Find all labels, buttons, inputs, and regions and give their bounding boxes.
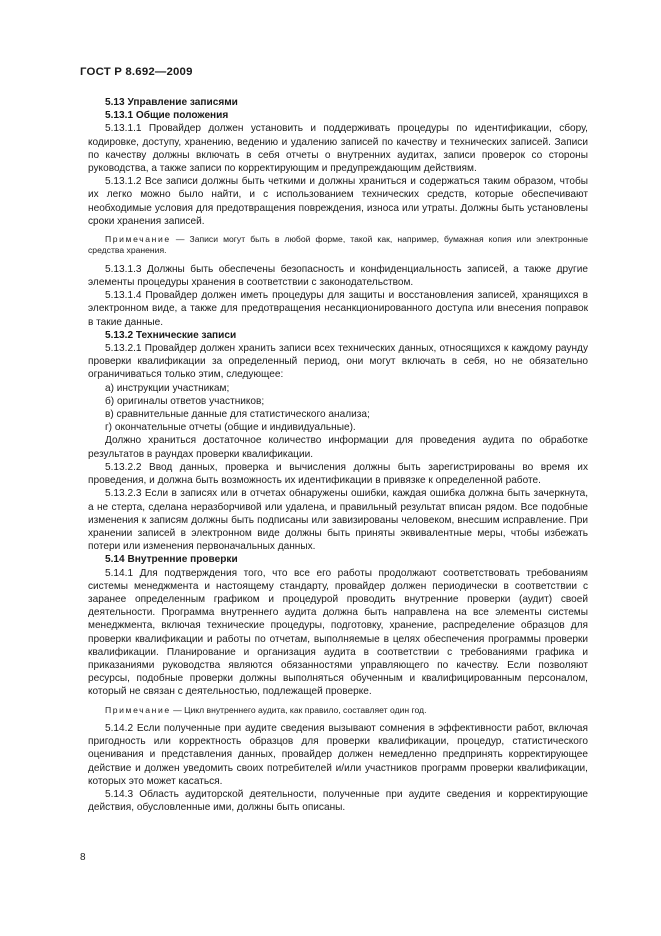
paragraph-5-14-2: 5.14.2 Если полученные при аудите сведения вызывают сомнения в эффективности работ, включая пригодность или корректность образцов для проверки квалификации, процедур, статистического оценивания и представления данных, провайдер должен немедленно предпринять корректирующее действие и должен уведомить своих потребителей и/или участников программ проверки квалификации, которых это может касаться.: [88, 722, 588, 787]
paragraph-5-13-2-3: 5.13.2.3 Если в записях или в отчетах обнаружены ошибки, каждая ошибка должна быть зачеркнута, а не стерта, сделана неразборчивой или удалена, и правильный результат вписан рядом. Все подобные изменения к записям должны быть подписаны или завизированы человеком, внесшим исправление. При хранении записей в электронном виде должны быть приняты эквивалентные меры, чтобы избежать потери или изменения первоначальных данных.: [88, 488, 588, 553]
note-1: [88, 234, 588, 257]
paragraph-5-13-2-1: 5.13.2.1 Провайдер должен хранить записи всех технических данных, относящихся к каждому раунду проверки квалификации за определенный период, они могут включать в себя, но не обязательно ограничиваться только этим, следующее:: [88, 343, 588, 381]
section-5-13-title: 5.13 Управление записями: [105, 97, 238, 108]
list-item: г) окончательные отчеты (общие и индивидуальные).: [105, 422, 356, 434]
section-5-13-1-title: 5.13.1 Общие положения: [105, 110, 229, 122]
document-body: [88, 95, 588, 814]
note-1-text: — Записи могут быть в любой форме, такой как, например, бумажная копия или электронные средства хранения.: [88, 234, 588, 256]
note-2-text: — Цикл внутреннего аудита, как правило, составляет один год.: [170, 704, 427, 715]
section-5-14-title: 5.14 Внутренние проверки: [105, 554, 238, 566]
note-1-label: Примечание: [105, 234, 171, 245]
paragraph-5-13-2-after-list: Должно храниться достаточное количество информации для проведения аудита по обработке результатов в раундах проверки квалификации.: [88, 435, 588, 460]
paragraph-5-14-1: 5.14.1 Для подтверждения того, что все его работы продолжают соответствовать требованиям системы менеджмента и настоящему стандарту, провайдер должен периодически в соответствии с заранее определенным графиком и процедурой проводить внутренние проверки (аудит) своей деятельности. Программа внутреннего аудита должна быть направлена на все элементы системы менеджмента, включая технические процедуры, подготовку, хранение, распределение образцов для проверки квалификации и работы по отчетам, выполняемые в целях обеспечения программы проверки квалификации. Планирование и организация аудита в соответствии с требованиями графика и приказаниями руководства являются обязанностями управляющего по качеству. Если позволяют ресурсы, подобные проверки должны выполняться обученным и квалифицированным персоналом, который не связан с деятельностью, подлежащей проверке.: [88, 567, 588, 698]
note-2-label: Примечание: [105, 704, 171, 715]
list-item: б) оригиналы ответов участников;: [105, 395, 265, 407]
list-item: а) инструкции участникам;: [105, 382, 230, 394]
paragraph-5-13-1-1: 5.13.1.1 Провайдер должен установить и поддерживать процедуры по идентификации, сбору, кодировке, доступу, хранению, ведению и удалению записей по качеству и технических записей. Записи по качеству должны включать в себя отчеты о внутренних аудитах, записи проверок со стороны руководства, а также записи по корректирующим и предупреждающим действиям.: [88, 123, 588, 175]
paragraph-5-13-1-4: 5.13.1.4 Провайдер должен иметь процедуры для защиты и восстановления записей, хранящихся в электронном виде, а также для предотвращения несанкционированного доступа или внесения поправок в такие данные.: [88, 290, 588, 328]
section-5-13-2-title: 5.13.2 Технические записи: [105, 329, 237, 341]
note-2: [88, 705, 588, 716]
paragraph-5-13-1-3: 5.13.1.3 Должны быть обеспечены безопасность и конфиденциальность записей, а также другие элементы процедуры хранения в соответствии с законодательством.: [88, 263, 588, 289]
paragraph-5-13-2-2: 5.13.2.2 Ввод данных, проверка и вычисления должны быть зарегистрированы во время их проведения, и должна быть возможность их идентификации в привязке к определенной работе.: [88, 461, 588, 487]
paragraph-5-13-1-2: 5.13.1.2 Все записи должны быть четкими и должны храниться и содержаться таким образом, чтобы их легко можно было найти, и с использованием технических средств, которые обеспечивают необходимые условия для предотвращения повреждения, износа или утраты. Должны быть установлены сроки хранения записей.: [88, 176, 588, 227]
paragraph-5-14-3: 5.14.3 Область аудиторской деятельности, полученные при аудите сведения и корректирующие действия, обусловленные ими, должны быть описаны.: [88, 788, 588, 814]
page-number: 8: [80, 852, 86, 863]
document-code: ГОСТ Р 8.692—2009: [80, 66, 193, 78]
list-item: в) сравнительные данные для статистического анализа;: [105, 409, 370, 421]
